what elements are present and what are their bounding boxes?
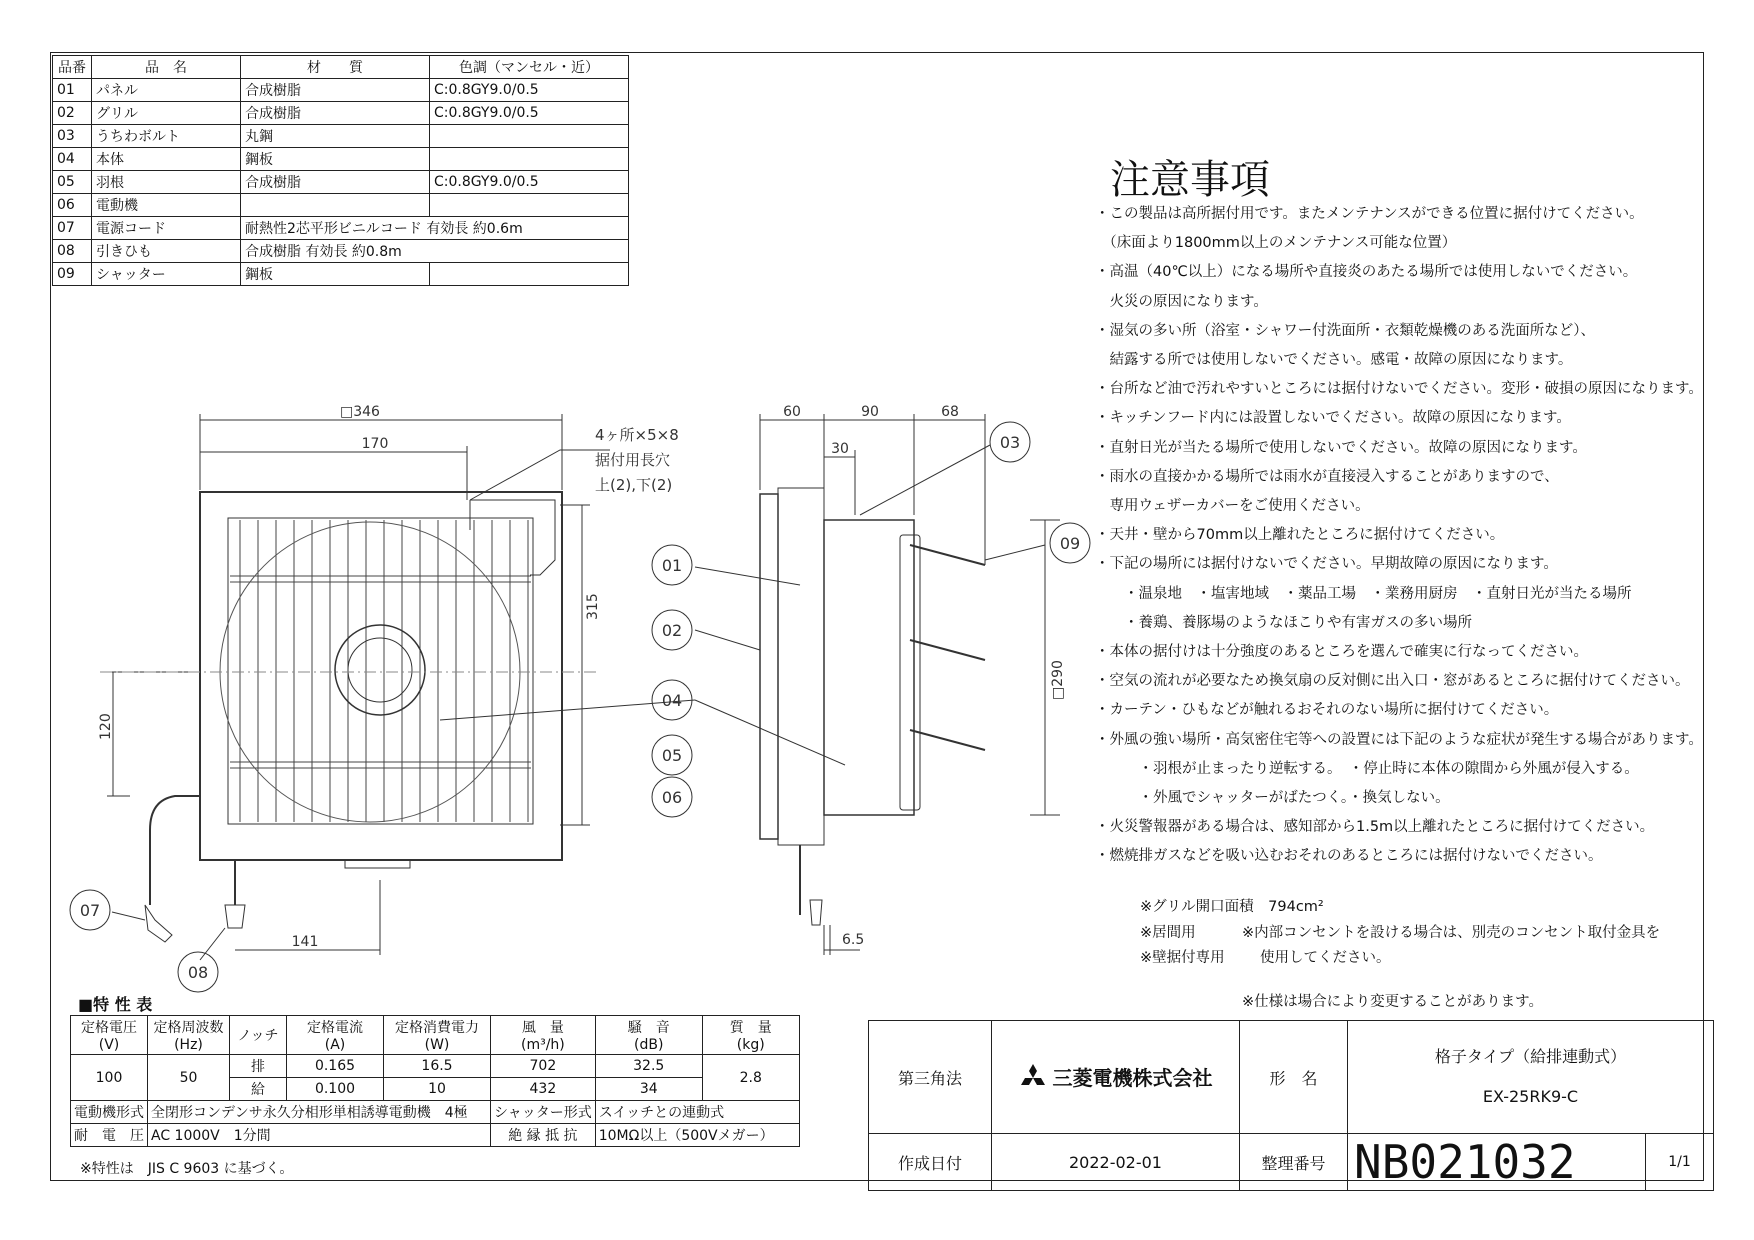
part-material: 合成樹脂 [241,171,430,194]
bottom-tab [345,860,410,868]
part-color: C:0.8GY9.0/0.5 [430,171,629,194]
side-top-dims [760,414,985,565]
callout-label-09: 09 [1059,534,1081,553]
part-name: 電源コード [92,217,241,240]
note-line: ・この製品は高所据付用です。またメンテナンスができる位置に据付けてください。 [1095,206,1644,222]
note-line: 火災の原因になります。 [1095,293,1268,310]
doc-number: NB021032 [1348,1134,1646,1191]
creation-date: 2022-02-01 [992,1134,1240,1191]
part-color: C:0.8GY9.0/0.5 [430,102,629,125]
part-no: 04 [53,148,92,171]
leader-02 [695,630,760,650]
note-line: ・高温（40℃以上）になる場所や直接炎のあたる場所では使用しないでください。 [1095,264,1638,281]
spec-header-frequency: 定格周波数 (Hz) [148,1016,230,1055]
spec-motor-label: 電動機形式 [71,1101,148,1124]
part-name: 羽根 [92,171,241,194]
spec-row-exhaust [71,1055,800,1078]
header-part-no: 品番 [53,56,92,79]
company-name: 三菱電機株式会社 [1052,1065,1213,1090]
title-block-row-1 [869,1021,1714,1134]
grille-slats [230,520,531,822]
dim-label-68: 68 [941,404,959,420]
model-number: EX-25RK9-C [1482,1087,1579,1106]
side-pull-knob [810,900,822,925]
spec-airflow: 702 [491,1055,596,1078]
top-bracket [470,500,555,575]
note-line: ・湿気の多い所（浴室・シャワー付洗面所・衣類乾燥機のある洗面所など）、 [1095,322,1595,339]
note-line: ・キッチンフード内には設置しないでください。故障の原因になります。 [1095,410,1571,427]
dim-line-120 [107,672,195,796]
outlet-note-1: ※内部コンセントを設ける場合は、別売のコンセント取付金具を [1242,925,1661,941]
usage-note-wall: ※壁据付専用 [1140,950,1225,966]
dim-line-315 [560,505,590,825]
note-line: 結露する所では使用しないでください。感電・故障の原因になります。 [1095,352,1573,369]
spec-mass: 2.8 [702,1055,799,1101]
part-material: 鋼板 [241,263,430,286]
part-material: 合成樹脂 [241,102,430,125]
front-panel-outline [200,492,562,860]
dim-label-90: 90 [861,404,879,420]
note-line: ・温泉地 ・塩害地域 ・薬品工場 ・業務用厨房 ・直射日光が当たる場所 [1095,585,1632,602]
callout-label-06: 06 [661,788,683,807]
shutter-frame [900,535,920,810]
power-cord [150,796,200,905]
spec-shutter-value: スイッチとの連動式 [595,1101,799,1124]
callout-label-05: 05 [661,746,683,765]
dim-label-30: 30 [831,441,849,457]
part-material: 鋼板 [241,148,430,171]
part-no: 01 [53,79,92,102]
outlet-note-2: 使用してください。 [1260,950,1391,966]
note-line: ・羽根が止まったり逆転する。 ・停止時に本体の隙間から外風が侵入する。 [1095,760,1639,777]
part-name: シャッター [92,263,241,286]
product-type: 格子タイプ（給排連動式） [1434,1047,1627,1066]
part-no: 06 [53,194,92,217]
spec-notch: 給 [230,1078,287,1101]
callout-label-08: 08 [187,963,209,982]
spec-power: 16.5 [384,1055,491,1078]
spec-noise: 32.5 [595,1055,702,1078]
spec-withstand-label: 耐 電 圧 [71,1124,148,1147]
side-panel [760,494,778,839]
part-color: C:0.8GY9.0/0.5 [430,79,629,102]
part-no: 07 [53,217,92,240]
spec-airflow: 432 [491,1078,596,1101]
spec-header-notch: ノッチ [230,1016,287,1055]
spec-withstand-value: AC 1000V 1分間 [148,1124,491,1147]
note-line: ・下記の場所には据付けないでください。早期故障の原因になります。 [1095,556,1558,573]
part-name: 引きひも [92,240,241,263]
power-plug [145,905,172,942]
spec-header-power: 定格消費電力 (W) [384,1016,491,1055]
dim-line-30 [824,450,855,515]
note-line: ・空気の流れが必要なため換気扇の反対側に出入口・窓があるところに据付けてください。 [1095,673,1690,690]
dim-label-315: 315 [585,593,601,620]
leader-04-side [695,700,845,765]
header-part-name: 品 名 [92,56,241,79]
callout-label-03: 03 [999,433,1021,452]
spec-notch: 排 [230,1055,287,1078]
spec-header-noise: 騒 音 (dB) [595,1016,702,1055]
callout-label-01: 01 [661,556,683,575]
dim-label-6-5: 6.5 [842,932,865,948]
leader-09 [985,545,1045,560]
note-line: ・外風の強い場所・高気密住宅等への設置には下記のような症状が発生する場合があります。 [1095,731,1703,748]
spec-insulation-value: 10MΩ以上（500Vメガー） [595,1124,799,1147]
note-line: ・カーテン・ひもなどが触れるおそれのない場所に据付けてください。 [1095,702,1559,719]
note-line: ・火災警報器がある場合は、感知部から1.5m以上離れたところに据付けてください。 [1095,819,1655,836]
spec-voltage: 100 [71,1055,148,1101]
spec-header-mass: 質 量 (kg) [702,1016,799,1055]
spec-insulation-label: 絶 縁 抵 抗 [491,1124,596,1147]
header-color: 色調（マンセル・近） [430,56,629,79]
title-block-row-2 [869,1134,1714,1191]
spec-footnote: ※特性は JIS C 9603 に基づく。 [80,1161,294,1177]
dim-label-170: 170 [361,436,389,452]
company-cell [992,1021,1240,1134]
spec-header-row [71,1016,800,1055]
spec-table [70,1015,800,1147]
title-block [868,1020,1714,1191]
note-line: ・養鶏、養豚場のようなほこりや有害ガスの多い場所 [1095,614,1472,631]
hole-note-1: 4ヶ所×5×8 [595,426,679,444]
part-material: 耐熱性2芯平形ビニルコード 有効長 約0.6m [241,217,629,240]
leader-04-front [440,700,695,720]
projection-method: 第三角法 [869,1021,992,1134]
spec-row-motor [71,1101,800,1124]
pull-knob [225,905,245,928]
hole-note-2: 据付用長穴 [595,451,671,469]
leader-03 [860,445,990,515]
part-name: 電動機 [92,194,241,217]
note-line: 専用ウェザーカバーをご使用ください。 [1095,498,1370,515]
part-no: 08 [53,240,92,263]
note-line: ・外風でシャッターがばたつく。・換気しない。 [1095,790,1450,807]
callout-label-07: 07 [79,901,101,920]
part-material: 合成樹脂 [241,79,430,102]
callout-label-04: 04 [661,691,683,710]
note-line: ・燃焼排ガスなどを吸い込むおそれのあるところには据付けないでください。 [1095,848,1603,865]
leader-07 [112,912,145,920]
spec-table-heading: ■特 性 表 [78,995,153,1014]
spec-current: 0.165 [287,1055,384,1078]
spec-shutter-label: シャッター形式 [491,1101,596,1124]
mitsubishi-logo-icon [1019,1064,1047,1088]
note-line: ・直射日光が当たる場所で使用しないでください。故障の原因になります。 [1095,439,1587,456]
dim-label-141: 141 [291,934,319,950]
note-line: ・雨水の直接かかる場所では雨水が直接浸入することがありますので、 [1095,468,1559,485]
model-label: 形 名 [1240,1021,1348,1134]
leader-08 [200,928,225,960]
doc-number-label: 整理番号 [1240,1134,1348,1191]
part-name: グリル [92,102,241,125]
note-line: ・天井・壁から70mm以上離れたところに据付けてください。 [1095,527,1505,544]
part-name: パネル [92,79,241,102]
part-name: 本体 [92,148,241,171]
spec-header-airflow: 風 量 (m³/h) [491,1016,596,1055]
spec-frequency: 50 [148,1055,230,1101]
notes-title: 注意事項 [1110,157,1270,203]
part-no: 03 [53,125,92,148]
dim-label-290: □290 [1050,660,1066,700]
part-name: うちわボルト [92,125,241,148]
grille-area-note: ※グリル開口面積 794cm² [1140,899,1324,915]
date-label: 作成日付 [869,1134,992,1191]
dim-label-346: □346 [340,404,380,420]
dim-label-60: 60 [783,404,801,420]
part-no: 09 [53,263,92,286]
spec-power: 10 [384,1078,491,1101]
front-grille-outline [228,518,533,824]
spec-noise: 34 [595,1078,702,1101]
page-number: 1/1 [1646,1134,1714,1191]
part-no: 02 [53,102,92,125]
model-cell [1348,1021,1714,1134]
spec-current: 0.100 [287,1078,384,1101]
dim-label-120: 120 [98,713,114,740]
part-material: 丸鋼 [241,125,430,148]
note-line: （床面より1800mm以上のメンテナンス可能な位置） [1095,235,1457,252]
shutter-blades [910,545,985,750]
side-grille [778,488,824,845]
spec-header-voltage: 定格電圧 (V) [71,1016,148,1055]
hole-note-3: 上(2),下(2) [595,476,673,494]
usage-note-living: ※居間用 [1140,925,1196,941]
part-material: 合成樹脂 有効長 約0.8m [241,240,629,263]
callout-label-02: 02 [661,621,683,640]
note-line: ・台所など油で汚れやすいところには据付けないでください。変形・破損の原因になります。 [1095,381,1703,398]
spec-header-current: 定格電流 (A) [287,1016,384,1055]
leader-01 [695,567,800,585]
header-material: 材 質 [241,56,430,79]
note-line: ・本体の据付けは十分強度のあるところを選んで確実に行なってください。 [1095,644,1588,661]
spec-row-withstand [71,1124,800,1147]
spec-motor-value: 全閉形コンデンサ永久分相形単相誘導電動機 4極 [148,1101,491,1124]
part-no: 05 [53,171,92,194]
spec-change-note: ※仕様は場合により変更することがあります。 [1242,994,1543,1010]
